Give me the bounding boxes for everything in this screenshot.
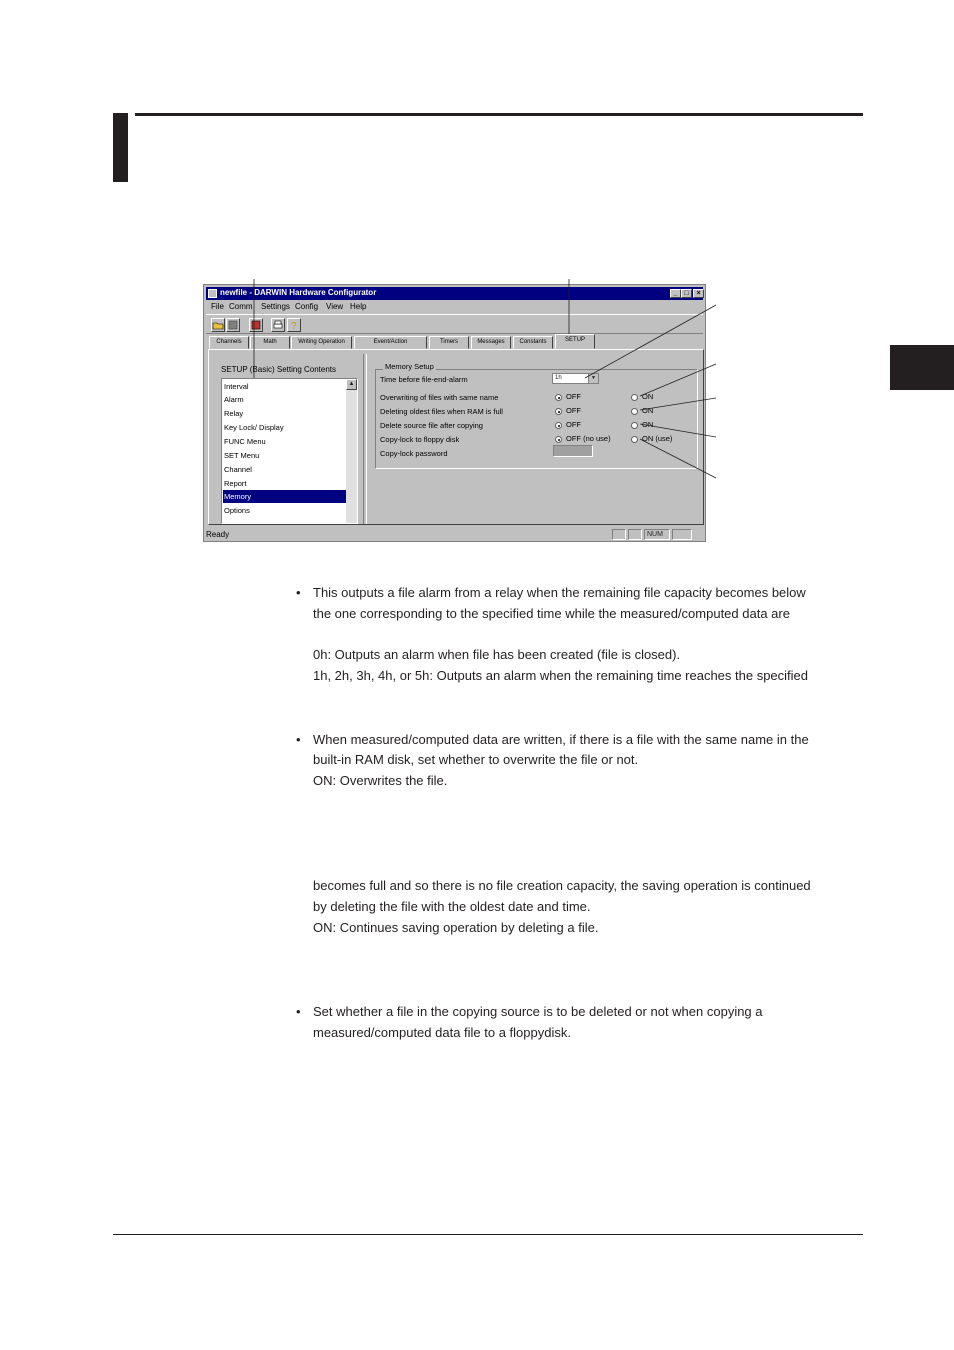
overwrite-off-radio[interactable] — [555, 394, 562, 401]
overwrite-on-text: ON — [642, 392, 654, 401]
list-item[interactable]: Interval — [224, 382, 249, 391]
help-icon[interactable] — [287, 318, 301, 332]
tab-channels[interactable]: Channels — [209, 336, 249, 349]
toolbar — [206, 314, 703, 334]
delete-oldest-on-text: ON — [642, 406, 654, 415]
transfer-icon[interactable] — [249, 318, 263, 332]
list-item[interactable]: Key Lock/ Display — [224, 423, 284, 432]
app-icon — [208, 289, 217, 298]
memory-setup-caption: Memory Setup — [385, 362, 434, 371]
menu-help[interactable]: Help — [350, 302, 367, 311]
status-pane — [612, 529, 626, 540]
delete-source-label: Delete source file after copying — [380, 421, 483, 430]
status-text: Ready — [206, 530, 230, 539]
body-text: measured/computed data file to a floppydisk. — [313, 1025, 571, 1040]
tab-constants[interactable]: Constants — [513, 336, 553, 349]
svg-text:?: ? — [291, 321, 297, 331]
setup-panel — [208, 349, 704, 525]
tab-event-action[interactable]: Event/Action — [354, 336, 427, 349]
app-window-screenshot — [203, 284, 706, 542]
menu-config[interactable]: Config — [295, 302, 319, 311]
bullet: • — [296, 585, 301, 600]
time-alarm-label: Time before file-end-alarm — [380, 375, 468, 384]
time-alarm-dropdown[interactable] — [552, 373, 599, 384]
title-bar — [206, 287, 703, 300]
body-text: 0h: Outputs an alarm when file has been created (file is closed). — [313, 647, 681, 662]
list-item[interactable]: Channel — [224, 465, 252, 474]
tab-math[interactable]: Math — [250, 336, 290, 349]
body-text: becomes full and so there is no file creation capacity, the saving operation is continued — [313, 878, 811, 893]
list-item[interactable]: Relay — [224, 409, 244, 418]
list-item[interactable]: Report — [224, 479, 247, 488]
footer-rule — [113, 1234, 863, 1235]
body-text: ON: Continues saving operation by deleting a file. — [313, 920, 599, 935]
settings-listbox — [221, 378, 358, 524]
menu-file[interactable]: File — [211, 302, 224, 311]
delete-oldest-off-text: OFF — [566, 406, 581, 415]
overwrite-on-radio[interactable] — [631, 394, 638, 401]
overwrite-label: Overwriting of files with same name — [380, 393, 499, 402]
status-bar — [206, 529, 703, 540]
body-text: by deleting the file with the oldest date and time. — [313, 899, 591, 914]
delete-source-off-radio[interactable] — [555, 422, 562, 429]
minimize-button[interactable]: _ — [670, 289, 681, 298]
tab-strip — [206, 336, 703, 349]
list-item[interactable]: Options — [224, 506, 250, 515]
open-folder-icon[interactable] — [211, 318, 225, 332]
overwrite-off-text: OFF — [566, 392, 581, 401]
menu-comm[interactable]: Comm — [229, 302, 253, 311]
menu-view[interactable]: View — [326, 302, 344, 311]
status-pane — [628, 529, 642, 540]
chapter-tab-block — [890, 345, 954, 390]
body-text: This outputs a file alarm from a relay when the remaining file capacity becomes below — [313, 585, 806, 600]
body-text: Set whether a file in the copying source is to be deleted or not when copying a — [313, 1004, 763, 1019]
bullet: • — [296, 1004, 301, 1019]
list-scrollbar[interactable] — [346, 379, 357, 523]
maximize-button[interactable]: □ — [681, 289, 692, 298]
chevron-down-icon[interactable]: ▼ — [588, 374, 598, 383]
password-field[interactable] — [553, 445, 593, 457]
menu-bar — [206, 301, 703, 313]
panel-divider — [363, 354, 367, 524]
menu-settings[interactable]: Settings — [261, 302, 290, 311]
delete-source-off-text: OFF — [566, 420, 581, 429]
header-rule — [135, 113, 863, 116]
tab-timers[interactable]: Timers — [429, 336, 469, 349]
copy-lock-on-radio[interactable] — [631, 436, 638, 443]
header-block — [113, 113, 128, 182]
print-icon[interactable] — [271, 318, 285, 332]
delete-source-on-radio[interactable] — [631, 422, 638, 429]
password-label: Copy-lock password — [380, 449, 448, 458]
body-text: ON: Overwrites the file. — [313, 773, 448, 788]
save-icon[interactable] — [226, 318, 240, 332]
list-item[interactable]: Alarm — [224, 395, 244, 404]
bullet: • — [296, 732, 301, 747]
delete-source-on-text: ON — [642, 420, 654, 429]
settings-list-caption: SETUP (Basic) Setting Contents — [221, 365, 337, 374]
list-item[interactable]: SET Menu — [224, 451, 260, 460]
body-text: built-in RAM disk, set whether to overwrite the file or not. — [313, 752, 639, 767]
copy-lock-off-radio[interactable] — [555, 436, 562, 443]
close-button[interactable]: × — [693, 289, 704, 298]
tab-messages[interactable]: Messages — [471, 336, 511, 349]
status-num: NUM — [644, 529, 670, 540]
time-alarm-value: 1h — [555, 375, 562, 381]
tab-setup[interactable]: SETUP — [555, 334, 595, 349]
scroll-up-icon[interactable]: ▲ — [346, 379, 357, 390]
copy-lock-off-text: OFF (no use) — [566, 434, 611, 443]
copy-lock-on-text: ON (use) — [642, 434, 673, 443]
delete-oldest-label: Deleting oldest files when RAM is full — [380, 407, 503, 416]
status-pane — [672, 529, 692, 540]
delete-oldest-off-radio[interactable] — [555, 408, 562, 415]
body-text: the one corresponding to the specified time while the measured/computed data are — [313, 606, 790, 621]
copy-lock-label: Copy-lock to floppy disk — [380, 435, 460, 444]
body-text: 1h, 2h, 3h, 4h, or 5h: Outputs an alarm when the remaining time reaches the specified — [313, 668, 809, 683]
window-title: newfile - DARWIN Hardware Configurator — [220, 288, 377, 297]
body-text: When measured/computed data are written, if there is a file with the same name in the — [313, 732, 809, 747]
list-item-selected[interactable]: Memory — [223, 490, 346, 503]
delete-oldest-on-radio[interactable] — [631, 408, 638, 415]
list-item[interactable]: FUNC Menu — [224, 437, 266, 446]
tab-writing-operation[interactable]: Writing Operation — [291, 336, 352, 349]
